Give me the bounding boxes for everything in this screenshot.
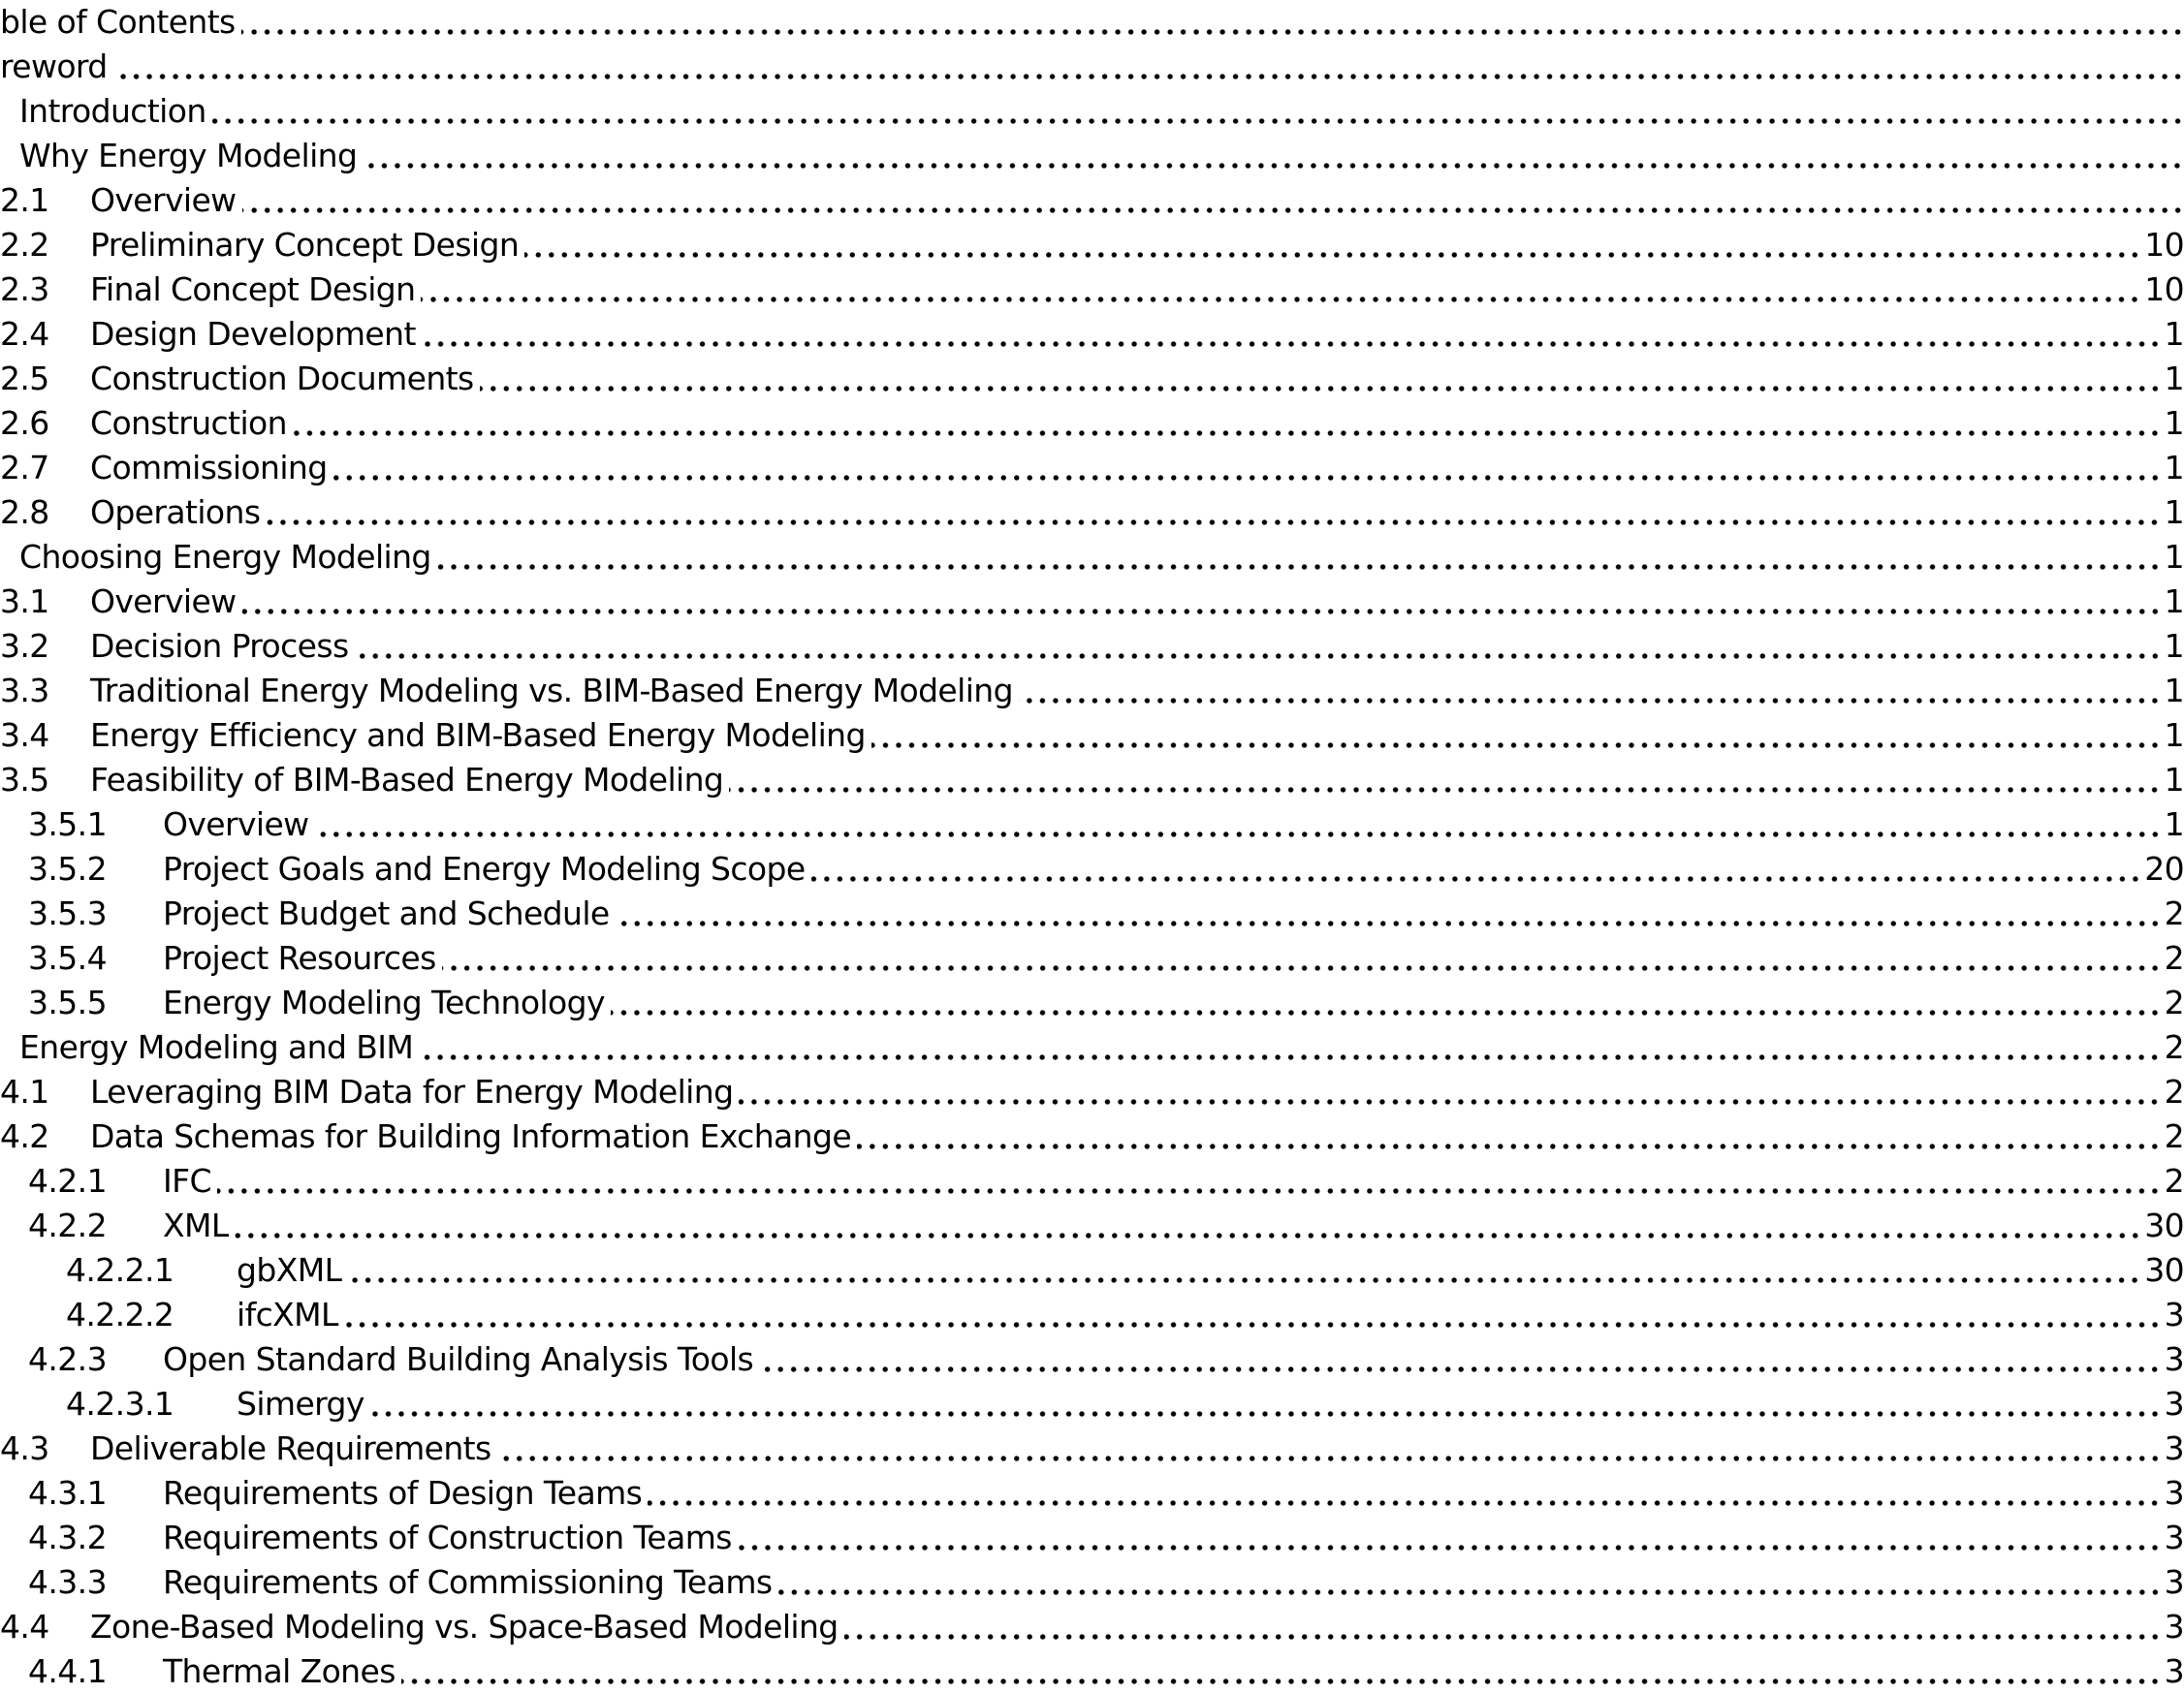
toc-entry[interactable]: [0, 1114, 2184, 1159]
toc-entry-title[interactable]: Commissioning: [90, 449, 328, 486]
toc-entry-number: 3.2: [0, 627, 49, 665]
toc-entry-number: 3.1: [0, 582, 49, 620]
toc-entry-title[interactable]: Project Budget and Schedule: [163, 894, 610, 932]
toc-entry-title[interactable]: Project Resources: [163, 939, 436, 977]
toc-entry-number: 2.7: [0, 449, 49, 486]
dot-leader: [611, 981, 2162, 1025]
toc-entry[interactable]: [0, 1025, 2184, 1070]
toc-entry-title[interactable]: Open Standard Building Analysis Tools: [163, 1340, 754, 1378]
toc-entry[interactable]: [0, 1427, 2184, 1471]
toc-entry-title[interactable]: Overview: [163, 805, 309, 843]
toc-entry-title[interactable]: Construction: [90, 404, 287, 442]
toc-entry-number: 3.5.1: [28, 805, 107, 843]
toc-entry-title[interactable]: Energy Efficiency and BIM-Based Energy Modeling: [90, 716, 866, 754]
toc-entry[interactable]: [0, 1293, 2184, 1337]
toc-entry[interactable]: [0, 535, 2184, 580]
toc-entry-page: 3: [2164, 1652, 2184, 1690]
toc-entry-number: 3.5: [0, 761, 49, 799]
toc-entry-page: 3: [2164, 1608, 2184, 1646]
dot-leader: [759, 1337, 2161, 1382]
dot-leader: [363, 134, 2184, 178]
dot-leader: [739, 1070, 2161, 1114]
toc-entry-title[interactable]: ifcXML: [237, 1296, 338, 1333]
toc-entry-number: 4.2.2.1: [66, 1251, 174, 1289]
toc-entry[interactable]: [0, 1382, 2184, 1427]
dot-leader: [235, 1204, 2142, 1248]
toc-entry[interactable]: [0, 802, 2184, 847]
toc-entry-title[interactable]: Data Schemas for Building Information Exchange: [90, 1117, 852, 1155]
dot-leader: [497, 1427, 2162, 1471]
dot-leader: [422, 312, 2162, 357]
toc-entry-page: 1: [2164, 360, 2184, 397]
toc-entry-page: 1: [2164, 672, 2184, 709]
toc-entry[interactable]: [0, 1337, 2184, 1382]
dot-leader: [113, 45, 2184, 89]
toc-entry-page: 30: [2144, 1207, 2184, 1244]
toc-entry-title[interactable]: Energy Modeling Technology: [163, 984, 605, 1021]
toc-entry-page: 2: [2164, 1073, 2184, 1111]
dot-leader: [419, 1025, 2161, 1070]
dot-leader: [524, 223, 2141, 267]
toc-entry-page: 30: [2144, 1251, 2184, 1289]
toc-entry-number: 2.1: [0, 181, 49, 219]
dot-leader: [347, 1248, 2141, 1293]
toc-entry-title[interactable]: Requirements of Construction Teams: [163, 1519, 732, 1556]
dot-leader: [480, 357, 2162, 401]
toc-entry-number: 3.5.4: [28, 939, 107, 977]
toc-entry-number: 4.4: [0, 1608, 49, 1646]
toc-entry-number: 2.8: [0, 493, 49, 531]
toc-entry-number: 4.2.2.2: [66, 1296, 174, 1333]
toc-entry-number: 2.2: [0, 226, 49, 264]
toc-entry-title[interactable]: IFC: [163, 1162, 211, 1200]
toc-entry-title[interactable]: Requirements of Commissioning Teams: [163, 1563, 773, 1601]
toc-entry-title[interactable]: Design Development: [90, 315, 416, 353]
toc-entry-page: 1: [2164, 449, 2184, 486]
toc-entry[interactable]: [0, 669, 2184, 713]
toc-entry[interactable]: [0, 1649, 2184, 1694]
toc-entry[interactable]: [0, 847, 2184, 892]
toc-entry-title[interactable]: Choosing Energy Modeling: [19, 538, 431, 576]
toc-entry[interactable]: [0, 134, 2184, 178]
toc-entry-number: 4.3.2: [28, 1519, 107, 1556]
toc-entry-number: 3.4: [0, 716, 49, 754]
dot-leader: [401, 1649, 2162, 1694]
toc-entry[interactable]: [0, 892, 2184, 936]
toc-entry-page: 3: [2164, 1519, 2184, 1556]
toc-entry[interactable]: [0, 1070, 2184, 1114]
toc-entry[interactable]: [0, 0, 2184, 45]
toc-entry-page: 10: [2144, 226, 2184, 264]
dot-leader: [729, 758, 2161, 802]
toc-entry-page: 2: [2164, 939, 2184, 977]
dot-leader: [437, 535, 2162, 580]
toc-entry-page: 1: [2164, 493, 2184, 531]
toc-entry-number: 2.4: [0, 315, 49, 353]
dot-leader: [333, 446, 2162, 490]
toc-entry-number: 4.1: [0, 1073, 49, 1111]
toc-entry-number: 4.2.1: [28, 1162, 107, 1200]
toc-entry[interactable]: [0, 1605, 2184, 1649]
toc-entry-page: 1: [2164, 627, 2184, 665]
dot-leader: [355, 624, 2162, 669]
dot-leader: [315, 802, 2162, 847]
toc-entry[interactable]: [0, 312, 2184, 357]
toc-entry[interactable]: [0, 223, 2184, 267]
dot-leader: [344, 1293, 2162, 1337]
dot-leader: [242, 580, 2162, 624]
toc-entry-title[interactable]: Feasibility of BIM-Based Energy Modeling: [90, 761, 724, 799]
dot-leader: [811, 847, 2142, 892]
toc-entry-title[interactable]: Leveraging BIM Data for Energy Modeling: [90, 1073, 734, 1111]
toc-entry[interactable]: [0, 1516, 2184, 1560]
dot-leader: [616, 892, 2162, 936]
toc-entry-title[interactable]: Energy Modeling and BIM: [19, 1028, 414, 1066]
dot-leader: [242, 178, 2184, 223]
toc-entry-number: 4.4.1: [28, 1652, 107, 1690]
toc-entry[interactable]: [0, 45, 2184, 89]
dot-leader: [217, 1159, 2162, 1204]
toc-entry[interactable]: [0, 490, 2184, 535]
toc-entry-page: 3: [2164, 1429, 2184, 1467]
toc-entry-page: 2: [2164, 894, 2184, 932]
toc-entry-title[interactable]: Simergy: [237, 1385, 364, 1423]
toc-entry[interactable]: [0, 357, 2184, 401]
dot-leader: [293, 401, 2162, 446]
toc-entry-number: 4.3: [0, 1429, 49, 1467]
toc-entry[interactable]: [0, 936, 2184, 981]
toc-entry-number: 3.5.3: [28, 894, 107, 932]
toc-entry-number: 4.3.1: [28, 1474, 107, 1512]
toc-entry[interactable]: [0, 267, 2184, 312]
toc-entry-number: 3.3: [0, 672, 49, 709]
toc-entry-title[interactable]: Traditional Energy Modeling vs. BIM-Based Energy Modeling: [90, 672, 1013, 709]
toc-entry-page: 1: [2164, 716, 2184, 754]
dot-leader: [442, 936, 2162, 981]
toc-entry-page: 3: [2164, 1563, 2184, 1601]
toc-entry-page: 1: [2164, 404, 2184, 442]
toc-entry[interactable]: [0, 713, 2184, 758]
toc-entry-title[interactable]: Overview: [90, 181, 237, 219]
toc-entry[interactable]: [0, 178, 2184, 223]
toc-entry-page: 2: [2164, 1117, 2184, 1155]
toc-entry-title[interactable]: Overview: [90, 582, 237, 620]
toc-entry-title[interactable]: XML: [163, 1207, 229, 1244]
toc-entry-page: 3: [2164, 1474, 2184, 1512]
toc-entry-page: 2: [2164, 1162, 2184, 1200]
toc-entry-title[interactable]: Decision Process: [90, 627, 349, 665]
dot-leader: [370, 1382, 2162, 1427]
dot-leader: [421, 267, 2141, 312]
toc-entry-title[interactable]: Project Goals and Energy Modeling Scope: [163, 850, 806, 888]
dot-leader: [241, 0, 2184, 45]
toc-entry[interactable]: [0, 580, 2184, 624]
toc-entry[interactable]: [0, 981, 2184, 1025]
toc-entry-number: 2.3: [0, 270, 49, 308]
toc-entry-number: 4.2.3: [28, 1340, 107, 1378]
toc-entry[interactable]: [0, 1204, 2184, 1248]
dot-leader: [212, 89, 2184, 134]
toc-entry[interactable]: [0, 1159, 2184, 1204]
toc-entry-page: 3: [2164, 1385, 2184, 1423]
toc-entry-title[interactable]: Deliverable Requirements: [90, 1429, 491, 1467]
toc-entry-number: 3.5.2: [28, 850, 107, 888]
toc-entry-page: 10: [2144, 270, 2184, 308]
toc-entry-page: 1: [2164, 582, 2184, 620]
toc-entry-page: 1: [2164, 805, 2184, 843]
toc-entry[interactable]: [0, 624, 2184, 669]
toc-entry[interactable]: [0, 89, 2184, 134]
toc-entry-title[interactable]: Operations: [90, 493, 261, 531]
toc-entry-number: 4.2: [0, 1117, 49, 1155]
toc-entry-title[interactable]: Preliminary Concept Design: [90, 226, 520, 264]
toc-entry-title[interactable]: Final Concept Design: [90, 270, 416, 308]
toc-entry-page: 3: [2164, 1296, 2184, 1333]
toc-entry-number: 4.3.3: [28, 1563, 107, 1601]
toc-entry-title[interactable]: Why Energy Modeling: [19, 137, 358, 174]
toc-entry-page: 2: [2164, 984, 2184, 1021]
toc-entry[interactable]: [0, 1248, 2184, 1293]
toc-entry-title[interactable]: reword: [0, 47, 108, 85]
toc-entry[interactable]: [0, 446, 2184, 490]
toc-entry[interactable]: [0, 401, 2184, 446]
dot-leader: [871, 713, 2162, 758]
toc-entry-number: 3.5.5: [28, 984, 107, 1021]
toc-entry-title[interactable]: Requirements of Design Teams: [163, 1474, 643, 1512]
toc-entry-number: 4.2.2: [28, 1207, 107, 1244]
toc-entry-title[interactable]: ble of Contents: [0, 3, 236, 41]
toc-entry[interactable]: [0, 758, 2184, 802]
toc-entry-page: 20: [2144, 850, 2184, 888]
toc-entry-page: 1: [2164, 538, 2184, 576]
toc-entry-number: 4.2.3.1: [66, 1385, 174, 1423]
toc-entry-page: 1: [2164, 315, 2184, 353]
toc-entry-title[interactable]: Introduction: [19, 92, 206, 130]
dot-leader: [778, 1560, 2162, 1605]
toc-entry-title[interactable]: Construction Documents: [90, 360, 474, 397]
dot-leader: [844, 1605, 2162, 1649]
toc-entry-page: 1: [2164, 761, 2184, 799]
toc-entry-title[interactable]: Zone-Based Modeling vs. Space-Based Modeling: [90, 1608, 839, 1646]
dot-leader: [738, 1516, 2162, 1560]
toc-entry-page: 3: [2164, 1340, 2184, 1378]
toc-entry[interactable]: [0, 1471, 2184, 1516]
toc-entry-number: 2.5: [0, 360, 49, 397]
dot-leader: [266, 490, 2161, 535]
dot-leader: [648, 1471, 2161, 1516]
toc-entry[interactable]: [0, 1560, 2184, 1605]
toc-entry-page: 2: [2164, 1028, 2184, 1066]
toc-entry-number: 2.6: [0, 404, 49, 442]
dot-leader: [1019, 669, 2162, 713]
dot-leader: [857, 1114, 2162, 1159]
toc-entry-title[interactable]: Thermal Zones: [163, 1652, 396, 1690]
toc-entry-title[interactable]: gbXML: [237, 1251, 342, 1289]
